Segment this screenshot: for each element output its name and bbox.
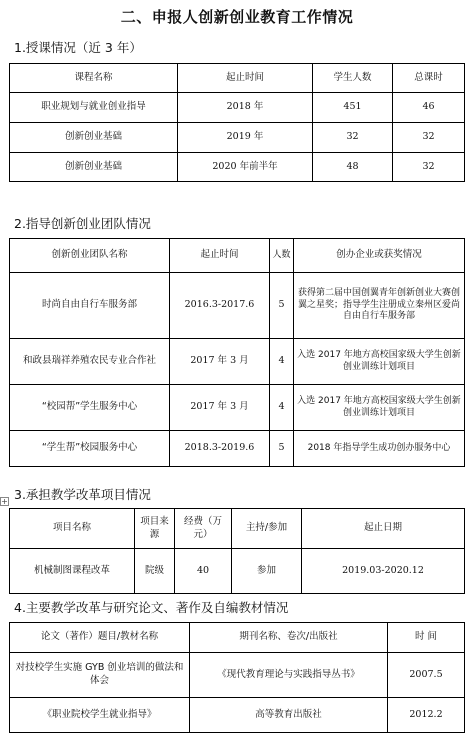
column-header: 创办企业或获奖情况 [294, 239, 465, 273]
team-period: 2017 年 3 月 [170, 385, 270, 431]
project-funding: 40 [175, 549, 232, 594]
course-name: 创新创业基础 [10, 123, 178, 153]
team-table [9, 238, 465, 467]
project-dates: 2019.03-2020.12 [302, 549, 465, 594]
column-header: 经费（万元） [175, 509, 232, 549]
team-period: 2017 年 3 月 [170, 339, 270, 385]
total-hours: 32 [393, 123, 465, 153]
course-name: 职业规划与就业创业指导 [10, 93, 178, 123]
table-row [10, 549, 465, 594]
column-header: 课程名称 [10, 64, 178, 93]
team-name: 和政县瑞祥养殖农民专业合作社 [10, 339, 170, 385]
table-row [10, 123, 465, 153]
team-period: 2016.3-2017.6 [170, 273, 270, 339]
team-size: 5 [270, 273, 294, 339]
column-header: 总课时 [393, 64, 465, 93]
table-header-row [10, 623, 465, 653]
total-hours: 46 [393, 93, 465, 123]
course-period: 2019 年 [178, 123, 313, 153]
table-row [10, 698, 465, 733]
table-row [10, 273, 465, 339]
team-size: 4 [270, 385, 294, 431]
page-title: 二、申报人创新创业教育工作情况 [120, 8, 354, 26]
publication-date: 2012.2 [388, 698, 465, 733]
column-header: 论文（著作）题目/教材名称 [10, 623, 190, 653]
project-role: 参加 [232, 549, 302, 594]
section2-title: 2.指导创新创业团队情况 [14, 216, 151, 231]
team-achievement: 入选 2017 年地方高校国家级大学生创新创业训练计划项目 [294, 385, 465, 431]
column-header: 项目来源 [135, 509, 175, 549]
team-achievement: 2018 年指导学生成功创办服务中心 [294, 431, 465, 467]
table-row [10, 339, 465, 385]
publication-venue: 《现代教育理论与实践指导丛书》 [190, 653, 388, 698]
course-name: 创新创业基础 [10, 153, 178, 182]
team-achievement: 获得第二届中国创翼青年创新创业大赛创翼之星奖；指导学生注册成立秦州区爱尚自由自行车服务部 [294, 273, 465, 339]
project-name: 机械制图课程改革 [10, 549, 135, 594]
table-row [10, 153, 465, 182]
table-header-row [10, 64, 465, 93]
table-row [10, 385, 465, 431]
student-count: 48 [313, 153, 393, 182]
reform-project-table [9, 508, 465, 594]
table-header-row [10, 509, 465, 549]
column-header: 创新创业团队名称 [10, 239, 170, 273]
table-row [10, 431, 465, 467]
total-hours: 32 [393, 153, 465, 182]
course-period: 2020 年前半年 [178, 153, 313, 182]
team-size: 5 [270, 431, 294, 467]
teaching-table [9, 63, 465, 182]
publication-venue: 高等教育出版社 [190, 698, 388, 733]
team-period: 2018.3-2019.6 [170, 431, 270, 467]
table-header-row [10, 239, 465, 273]
project-source: 院级 [135, 549, 175, 594]
column-header: 期刊名称、卷次/出版社 [190, 623, 388, 653]
section1-title: 1.授课情况（近 3 年） [14, 40, 142, 55]
column-header: 人数 [270, 239, 294, 273]
team-achievement: 入选 2017 年地方高校国家级大学生创新创业训练计划项目 [294, 339, 465, 385]
team-size: 4 [270, 339, 294, 385]
column-header: 起止时间 [178, 64, 313, 93]
column-header: 学生人数 [313, 64, 393, 93]
student-count: 451 [313, 93, 393, 123]
section4-title: 4.主要教学改革与研究论文、著作及自编教材情况 [14, 600, 289, 615]
publication-date: 2007.5 [388, 653, 465, 698]
publications-table [9, 622, 465, 733]
table-row [10, 653, 465, 698]
course-period: 2018 年 [178, 93, 313, 123]
table-move-handle-icon[interactable]: + [1, 497, 8, 506]
publication-title: 对技校学生实施 GYB 创业培训的做法和体会 [10, 653, 190, 698]
column-header: 时 间 [388, 623, 465, 653]
table-row [10, 93, 465, 123]
column-header: 起止时间 [170, 239, 270, 273]
student-count: 32 [313, 123, 393, 153]
column-header: 项目名称 [10, 509, 135, 549]
team-name: “学生帮”校园服务中心 [10, 431, 170, 467]
team-name: 时尚自由自行车服务部 [10, 273, 170, 339]
publication-title: 《职业院校学生就业指导》 [10, 698, 190, 733]
column-header: 主持/参加 [232, 509, 302, 549]
section3-title: 3.承担教学改革项目情况 [14, 487, 151, 502]
team-name: “校园帮”学生服务中心 [10, 385, 170, 431]
column-header: 起止日期 [302, 509, 465, 549]
